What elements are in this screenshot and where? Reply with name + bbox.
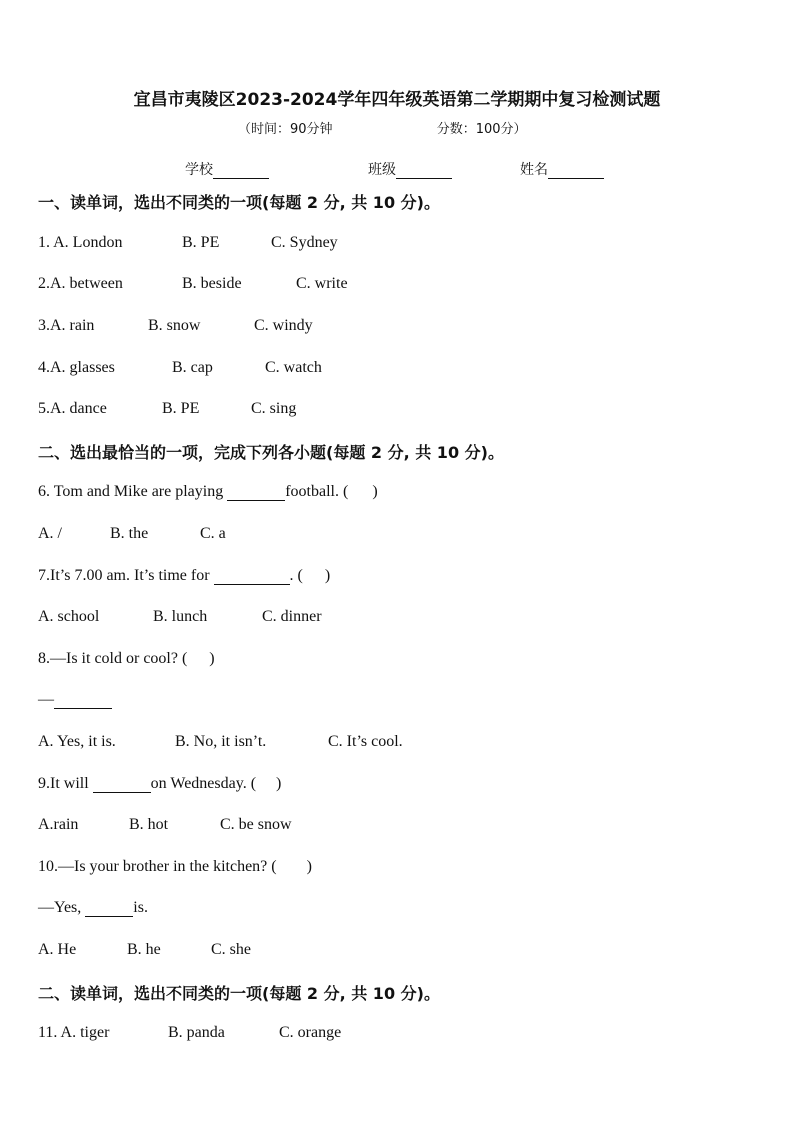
section-2-heading: 二、选出最恰当的一项，完成下列各小题(每题 2 分, 共 10 分)。 (38, 443, 504, 462)
school-field[interactable] (185, 159, 269, 179)
q4-option-a[interactable]: 4.A. glasses (38, 359, 115, 376)
q6-paren-close: ) (372, 483, 378, 500)
section-1-heading: 一、读单词，选出不同类的一项(每题 2 分, 共 10 分)。 (38, 193, 440, 212)
page-title: 宜昌市夷陵区2023-2024学年四年级英语第二学期期中复习检测试题 (133, 90, 661, 110)
q5-option-c[interactable]: C. sing (251, 400, 297, 417)
name-label: 姓名 (520, 162, 548, 178)
q3-option-c[interactable]: C. windy (254, 317, 313, 334)
section-3-heading: 二、读单词，选出不同类的一项(每题 2 分, 共 10 分)。 (38, 984, 440, 1003)
q1-option-b[interactable]: B. PE (182, 234, 220, 251)
q10-blank[interactable] (85, 902, 133, 917)
q8-blank[interactable] (54, 694, 112, 709)
question-8-reply (38, 691, 112, 709)
question-7-stem (38, 567, 330, 585)
question-8-stem (38, 650, 215, 668)
q6-stem-start: 6. Tom and Mike are playing (38, 483, 224, 500)
q1-option-c[interactable]: C. Sydney (271, 234, 338, 251)
q7-paren-close: ) (324, 567, 331, 584)
q8-paren-close: ) (209, 650, 215, 667)
q4-option-c[interactable]: C. watch (265, 359, 322, 376)
school-label: 学校 (185, 162, 213, 178)
q2-option-c[interactable]: C. write (296, 275, 348, 292)
q11-option-b[interactable]: B. panda (168, 1024, 225, 1041)
q9-option-a[interactable]: A.rain (38, 816, 79, 833)
q7-option-b[interactable]: B. lunch (153, 608, 208, 625)
q6-option-a[interactable]: A. / (38, 525, 62, 542)
q6-blank[interactable] (227, 486, 285, 501)
q10-option-a[interactable]: A. He (38, 941, 77, 958)
q5-option-b[interactable]: B. PE (162, 400, 200, 417)
q2-option-b[interactable]: B. beside (182, 275, 242, 292)
q10-reply-end: is. (133, 899, 148, 916)
q7-option-c[interactable]: C. dinner (262, 608, 322, 625)
q8-option-c[interactable]: C. It’s cool. (328, 733, 403, 750)
class-field[interactable] (368, 159, 452, 179)
q6-option-b[interactable]: B. the (110, 525, 149, 542)
question-6-stem (38, 483, 378, 501)
q9-blank[interactable] (93, 778, 151, 793)
q4-option-b[interactable]: B. cap (172, 359, 213, 376)
q9-option-b[interactable]: B. hot (129, 816, 169, 833)
q8-dash: — (38, 691, 54, 708)
q6-stem-end: football. ( (285, 483, 349, 500)
q10-paren-close: ) (306, 858, 312, 875)
q9-stem-start: 9.It will (38, 775, 89, 792)
q9-paren-close: ) (276, 775, 282, 792)
q11-option-a[interactable]: 11. A. tiger (38, 1024, 110, 1041)
total-score: 分数：100分） (436, 122, 527, 137)
name-field[interactable] (520, 159, 604, 179)
q7-stem-end: . ( (289, 567, 303, 584)
class-label: 班级 (368, 162, 396, 178)
question-10-stem (38, 858, 312, 876)
q8-option-a[interactable]: A. Yes, it is. (38, 733, 116, 750)
q7-blank[interactable] (214, 570, 290, 585)
q8-option-b[interactable]: B. No, it isn’t. (175, 733, 267, 750)
q7-option-a[interactable]: A. school (38, 608, 100, 625)
question-9-stem (38, 775, 281, 793)
q10-option-b[interactable]: B. he (127, 941, 161, 958)
q3-option-a[interactable]: 3.A. rain (38, 317, 95, 334)
q5-option-a[interactable]: 5.A. dance (38, 400, 107, 417)
q9-stem-end: on Wednesday. ( (150, 775, 257, 792)
question-10-reply (38, 899, 148, 917)
time-limit: （时间：90分钟 (238, 122, 333, 137)
school-blank[interactable] (213, 164, 269, 179)
q10-option-c[interactable]: C. she (211, 941, 251, 958)
q9-option-c[interactable]: C. be snow (220, 816, 292, 833)
q2-option-a[interactable]: 2.A. between (38, 275, 123, 292)
q11-option-c[interactable]: C. orange (279, 1024, 342, 1041)
q3-option-b[interactable]: B. snow (148, 317, 201, 334)
q8-stem: 8.—Is it cold or cool? ( (38, 650, 188, 667)
q1-option-a[interactable]: 1. A. London (38, 234, 123, 251)
exam-meta (238, 118, 527, 137)
q10-reply-start: —Yes, (38, 899, 82, 916)
name-blank[interactable] (548, 164, 604, 179)
q7-stem-start: 7.It’s 7.00 am. It’s time for (38, 567, 210, 584)
q6-option-c[interactable]: C. a (200, 525, 226, 542)
q10-stem: 10.—Is your brother in the kitchen? ( (38, 858, 277, 875)
class-blank[interactable] (396, 164, 452, 179)
